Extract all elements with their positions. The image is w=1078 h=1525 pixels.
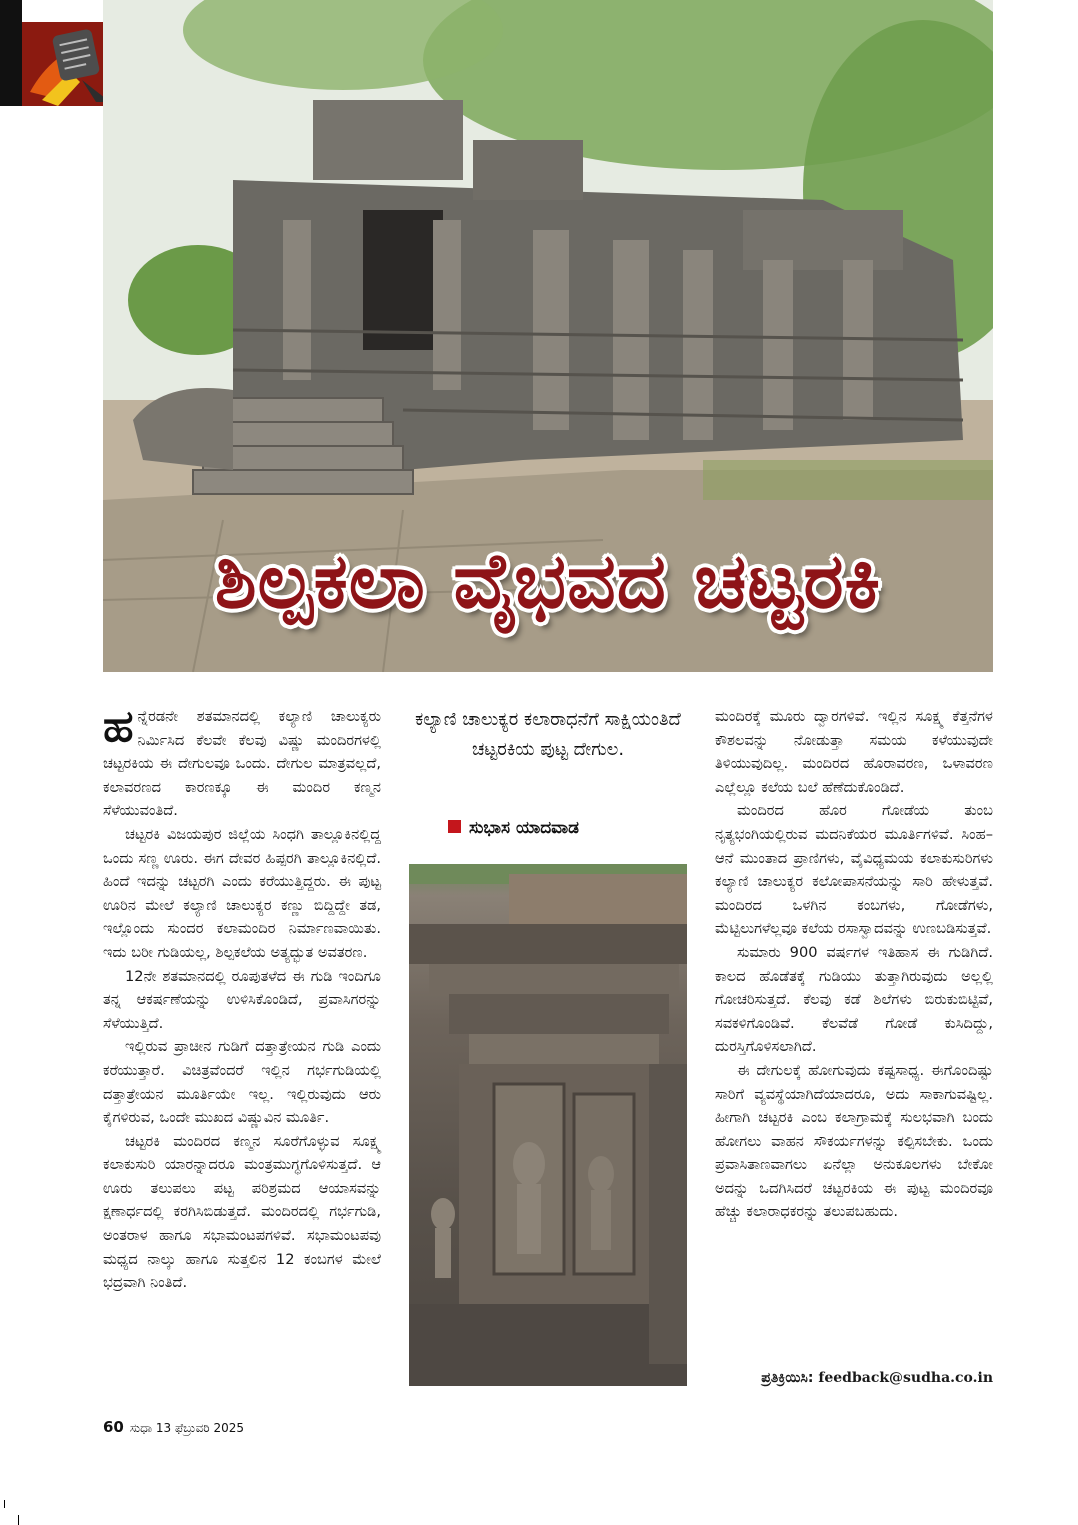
- stone-tablet-icon: [22, 22, 114, 106]
- pull-quote: ಕಲ್ಯಾಣಿ ಚಾಲುಕ್ಯರ ಕಲಾರಾಧನೆಗೆ ಸಾಕ್ಷಿಯಂತಿದೆ ಚಟ್ಟರಕಿಯ ಪುಟ್ಟ ದೇಗುಲ.: [415, 709, 681, 760]
- temple-photo: [103, 0, 993, 672]
- byline: [448, 818, 579, 838]
- feedback-label: ಪ್ರತಿಕ್ರಿಯಿಸಿ:: [761, 1370, 814, 1386]
- paragraph: 12ನೇ ಶತಮಾನದಲ್ಲಿ ರೂಪುತಳೆದ ಈ ಗುಡಿ ಇಂದಿಗೂ ತನ್ನ ಆಕರ್ಷಣೆಯನ್ನು ಉಳಿಸಿಕೊಂಡಿದೆ, ಪ್ರವಾಸಿಗರನ್ನು ಸೆಳೆಯುತ್ತಿದೆ.: [103, 967, 381, 1032]
- paragraph: ಚಟ್ಟರಕಿ ವಿಜಯಪುರ ಜಿಲ್ಲೆಯ ಸಿಂಧಗಿ ತಾಲ್ಲೂಕಿನಲ್ಲಿದ್ದ ಒಂದು ಸಣ್ಣ ಊರು. ಈಗ ದೇವರ ಹಿಪ್ಪರಗಿ ತಾಲ್ಲೂಕಿನಲ್ಲಿದೆ. ಹಿಂದೆ ಇದನ್ನು ಚಟ್ಟರಗಿ ಎಂದು ಕರೆಯುತ್ತಿದ್ದರು. ಈ ಪುಟ್ಟ ಊರಿನ ಮೇಲೆ ಕಲ್ಯಾಣಿ ಚಾಲುಕ್ಯರ ಕಣ್ಣು ಬಿದ್ದಿದ್ದೇ ತಡ, ಇಲ್ಲೊಂದು ಸುಂದರ ಕಲಾಮಂದಿರ ನಿರ್ಮಾಣವಾಯಿತು. ಇದು ಬರೀ ಗುಡಿಯಲ್ಲ, ಶಿಲ್ಪಕಲೆಯ ಅತ್ಯದ್ಭುತ ಅವತರಣ.: [103, 825, 381, 961]
- publication-date: ಸುಧಾ 13 ಫೆಬ್ರುವರಿ 2025: [129, 1421, 244, 1435]
- paragraph: ಸುಮಾರು 900 ವರ್ಷಗಳ ಇತಿಹಾಸ ಈ ಗುಡಿಗಿದೆ. ಕಾಲದ ಹೊಡೆತಕ್ಕೆ ಗುಡಿಯು ತುತ್ತಾಗಿರುವುದು ಅಲ್ಲಲ್ಲಿ ಗೋಚರಿಸುತ್ತದೆ. ಕೆಲವು ಕಡೆ ಶಿಲೆಗಳು ಬಿರುಕುಬಿಟ್ಟಿವೆ, ಸವಕಳಿಗೊಂಡಿವೆ. ಕೆಲವೆಡೆ ಗೋಡೆ ಕುಸಿದಿದ್ದು, ದುರಸ್ತಿಗೊಳಿಸಲಾಗಿದೆ.: [715, 943, 993, 1056]
- feedback-line: [715, 1370, 993, 1386]
- crop-mark: [4, 1500, 5, 1508]
- article-column-3: [715, 705, 993, 1224]
- paragraph: ಮಂದಿರಕ್ಕೆ ಮೂರು ದ್ವಾರಗಳಿವೆ. ಇಲ್ಲಿನ ಸೂಕ್ಷ್ಮ ಕೆತ್ತನೆಗಳ ಕೌಶಲವನ್ನು ನೋಡುತ್ತಾ ಸಮಯ ಕಳೆಯುವುದೇ ತಿಳಿಯುವುದಿಲ್ಲ. ಮಂದಿರದ ಹೊರಾವರಣ, ಒಳಾವರಣ ಎಲ್ಲೆಲ್ಲೂ ಕಲೆಯ ಬಲೆ ಹೆಣೆದುಕೊಂಡಿದೆ.: [715, 708, 993, 796]
- headline: ಶಿಲ್ಪಕಲಾ ವೈಭವದ ಚಟ್ಟರಕಿ: [214, 536, 882, 625]
- feedback-email-link[interactable]: feedback@sudha.co.in: [818, 1370, 993, 1386]
- dropcap: ಹ: [103, 701, 134, 752]
- crop-mark: [18, 1515, 19, 1525]
- section-marker-bar: [0, 0, 22, 106]
- paragraph: ಮಂದಿರದ ಹೊರ ಗೋಡೆಯ ತುಂಬ ನೃತ್ಯಭಂಗಿಯಲ್ಲಿರುವ ಮದನಿಕೆಯರ ಮೂರ್ತಿಗಳಿವೆ. ಸಿಂಹ–ಆನೆ ಮುಂತಾದ ಪ್ರಾಣಿಗಳು, ವೈವಿಧ್ಯಮಯ ಕಲಾಕುಸುರಿಗಳು ಕಲ್ಯಾಣಿ ಚಾಲುಕ್ಯರ ಕಲೋಪಾಸನೆಯನ್ನು ಸಾರಿ ಹೇಳುತ್ತವೆ. ಮಂದಿರದ ಒಳಗಿನ ಕಂಬಗಳು, ಗೋಡೆಗಳು, ಮೆಟ್ಟಿಲುಗಳೆಲ್ಲವೂ ಕಲೆಯ ರಸಾಸ್ವಾದವನ್ನು ಉಣಬಡಿಸುತ್ತವೆ.: [715, 802, 993, 938]
- paragraph-text: ನ್ನೆರಡನೇ ಶತಮಾನದಲ್ಲಿ ಕಲ್ಯಾಣಿ ಚಾಲುಕ್ಯರು ನಿರ್ಮಿಸಿದ ಕೆಲವೇ ಕೆಲವು ವಿಷ್ಣು ಮಂದಿರಗಳಲ್ಲಿ ಚಟ್ಟರಕಿಯ ಈ ದೇಗುಲವೂ ಒಂದು. ದೇಗುಲ ಮಾತ್ರವಲ್ಲದೆ, ಕಲಾವರಣದ ಕಾರಣಕ್ಕೂ ಈ ಮಂದಿರ ಕಣ್ಮನ ಸೆಳೆಯುವಂತಿದೆ.: [103, 708, 381, 820]
- page-footer: [103, 1418, 244, 1436]
- byline-square-icon: [448, 820, 461, 833]
- article-column-1: [103, 701, 381, 1295]
- paragraph: ಈ ದೇಗುಲಕ್ಕೆ ಹೋಗುವುದು ಕಷ್ಟಸಾಧ್ಯ. ಈಗೊಂದಿಷ್ಟು ಸಾರಿಗೆ ವ್ಯವಸ್ಥೆಯಾಗಿದೆಯಾದರೂ, ಅದು ಸಾಕಾಗುವಷ್ಟಿಲ್ಲ. ಹೀಗಾಗಿ ಚಟ್ಟರಕಿ ಎಂಬ ಕಲಾಗ್ರಾಮಕ್ಕೆ ಸುಲಭವಾಗಿ ಬಂದು ಹೋಗಲು ವಾಹನ ಸೌಕರ್ಯಗಳನ್ನು ಕಲ್ಪಿಸಬೇಕು. ಒಂದು ಪ್ರವಾಸಿತಾಣವಾಗಲು ಏನೆಲ್ಲಾ ಅನುಕೂಲಗಳು ಬೇಕೋ ಅದನ್ನು ಒದಗಿಸಿದರೆ ಚಟ್ಟರಕಿಯ ಈ ಪುಟ್ಟ ಮಂದಿರವೂ ಹೆಚ್ಚು ಕಲಾರಾಧಕರನ್ನು ತಲುಪಬಹುದು.: [715, 1061, 993, 1221]
- author-name: ಸುಭಾಸ ಯಾದವಾಡ: [469, 818, 579, 838]
- page-number: 60: [103, 1418, 124, 1436]
- temple-pillar-sculpture-photo: [409, 864, 687, 1386]
- paragraph: ಚಟ್ಟರಕಿ ಮಂದಿರದ ಕಣ್ಮನ ಸೂರೆಗೊಳ್ಳುವ ಸೂಕ್ಷ್ಮ ಕಲಾಕುಸುರಿ ಯಾರನ್ನಾದರೂ ಮಂತ್ರಮುಗ್ಧಗೊಳಿಸುತ್ತದೆ. ಆ ಊರು ತಲುಪಲು ಪಟ್ಟ ಪರಿಶ್ರಮದ ಆಯಾಸವನ್ನು ಕ್ಷಣಾರ್ಧದಲ್ಲಿ ಕರಗಿಸಿಬಿಡುತ್ತದೆ. ಮಂದಿರದಲ್ಲಿ ಗರ್ಭಗುಡಿ, ಅಂತರಾಳ ಹಾಗೂ ಸಭಾಮಂಟಪಗಳಿವೆ. ಸಭಾಮಂಟಪವು ಮಧ್ಯದ ನಾಲ್ಕು ಹಾಗೂ ಸುತ್ತಲಿನ 12 ಕಂಬಗಳ ಮೇಲೆ ಭದ್ರವಾಗಿ ನಿಂತಿದೆ.: [103, 1132, 381, 1292]
- paragraph: ಇಲ್ಲಿರುವ ಪ್ರಾಚೀನ ಗುಡಿಗೆ ದತ್ತಾತ್ರೇಯನ ಗುಡಿ ಎಂದು ಕರೆಯುತ್ತಾರೆ. ವಿಚಿತ್ರವೆಂದರೆ ಇಲ್ಲಿನ ಗರ್ಭಗುಡಿಯಲ್ಲಿ ದತ್ತಾತ್ರೇಯನ ಮೂರ್ತಿಯೇ ಇಲ್ಲ. ಇಲ್ಲಿರುವುದು ಆರು ಕೈಗಳಿರುವ, ಒಂದೇ ಮುಖದ ವಿಷ್ಣುವಿನ ಮೂರ್ತಿ.: [103, 1038, 381, 1127]
- paragraph: [103, 701, 381, 823]
